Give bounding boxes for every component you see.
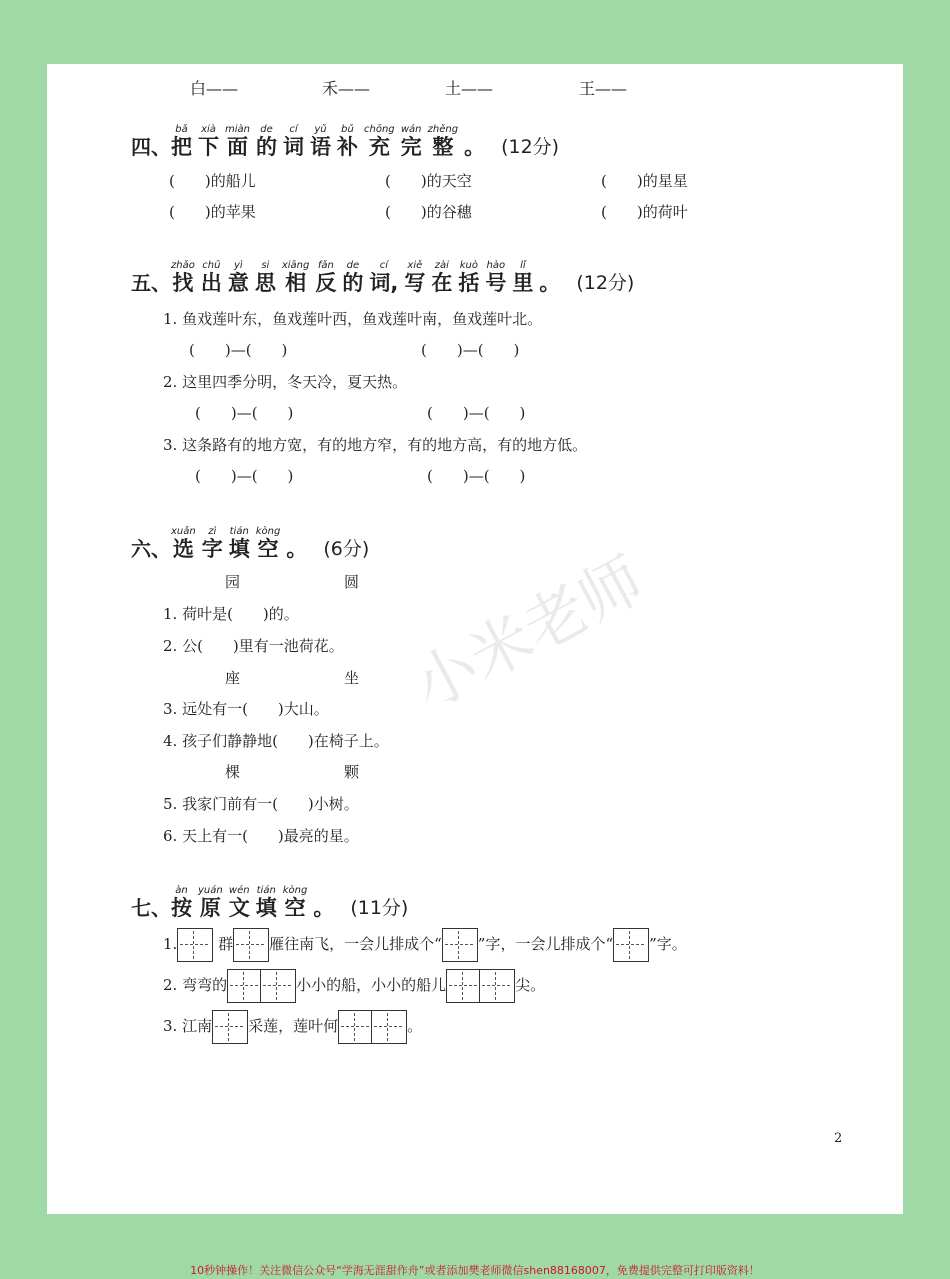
s7-l3-text-c: 。 [407, 1017, 423, 1035]
hanzi: 整 [432, 135, 454, 159]
s7-l2-text-a: 2. 弯弯的 [163, 976, 228, 994]
section4-number: 四、 [131, 135, 171, 159]
tianzige-box[interactable] [177, 928, 213, 962]
hanzi: 下 [198, 135, 219, 159]
section7-ruby-char [229, 885, 250, 919]
hanzi: 填 [255, 896, 277, 920]
pinyin: zì [208, 526, 217, 537]
section5-title [171, 260, 566, 294]
hanzi: 把 [171, 135, 192, 159]
top-char-1: 白—— [190, 79, 239, 98]
s5-q2-pair-b: ( )—( ) [427, 404, 526, 422]
pinyin: àn [175, 885, 188, 896]
hanzi: 文 [228, 896, 250, 920]
section4-ruby-char [364, 124, 395, 158]
pinyin: yì [233, 260, 243, 271]
s7-line-3 [163, 1010, 422, 1044]
section5-ruby-char [282, 260, 310, 294]
pinyin: bǎ [175, 124, 188, 135]
section7-ruby-char [283, 885, 308, 919]
section4-ruby-char [256, 124, 277, 158]
pinyin: yǔ [314, 124, 327, 135]
pinyin: wén [228, 885, 250, 896]
hanzi: 充 [368, 135, 390, 159]
section5-ruby-char [315, 260, 336, 294]
section7-title [171, 885, 340, 919]
section7-heading [131, 885, 408, 919]
s7-l1-text-c: ”字，一会儿排成个“ [477, 935, 614, 953]
hanzi: 相 [285, 271, 307, 295]
hanzi: 括 [458, 271, 480, 295]
s4-item-2: ( )的天空 [385, 172, 472, 190]
section4-ruby-char [198, 124, 219, 158]
s6-q2: 2. 公( )里有一池荷花。 [163, 637, 344, 655]
section4-ruby-char [171, 124, 192, 158]
s5-q1-pair-b: ( )—( ) [421, 341, 520, 359]
s4-item-5: ( )的谷穗 [385, 203, 472, 221]
pinyin: zài [434, 260, 449, 271]
hanzi: 在 [431, 271, 453, 295]
hanzi: 字 [201, 537, 223, 561]
hanzi: 补 [337, 135, 358, 159]
s6-q1: 1. 荷叶是( )的。 [163, 605, 299, 623]
footer-notice: 10秒钟操作！关注微信公众号“学海无涯甜作舟”或者添加樊老师微信shen88168007，免费提供完整可打印版资料！ [190, 1264, 760, 1277]
hanzi: 词 [283, 135, 304, 159]
s5-q1: 1. 鱼戏莲叶东，鱼戏莲叶西，鱼戏莲叶南，鱼戏莲叶北。 [163, 310, 543, 328]
s6-q4: 4. 孩子们静静地( )在椅子上。 [163, 732, 389, 750]
pinyin: zhǎo [171, 260, 195, 271]
s5-q3: 3. 这条路有的地方宽，有的地方窄，有的地方高，有的地方低。 [163, 436, 588, 454]
section7-ruby-char [198, 885, 223, 919]
section5-heading [131, 260, 634, 294]
pinyin: lǐ [520, 260, 526, 271]
section5-ruby-char [171, 260, 195, 294]
s7-l3-text-b: 采莲，莲叶何 [248, 1017, 339, 1035]
hanzi: 。 [313, 896, 335, 920]
pinyin: kuò [459, 260, 478, 271]
hanzi: 的 [256, 135, 277, 159]
pinyin: cí [289, 124, 298, 135]
section7-ruby-char [313, 885, 334, 919]
s7-l1-num: 1. [163, 935, 178, 953]
hanzi: 。 [539, 271, 561, 295]
tianzige-box[interactable] [442, 928, 478, 962]
pinyin: hào [486, 260, 506, 271]
pinyin: tián [256, 885, 276, 896]
s7-l1-text-d: ”字。 [649, 935, 687, 953]
s6-opt3-a: 棵 [225, 763, 241, 781]
pinyin: xiě [407, 260, 423, 271]
section4-ruby-char [464, 124, 485, 158]
section6-heading [131, 526, 369, 560]
section4-ruby-char [337, 124, 358, 158]
hanzi: 。 [286, 537, 308, 561]
section4-ruby-char [428, 124, 458, 158]
section6-ruby-char [256, 526, 281, 560]
pinyin: de [260, 124, 273, 135]
s7-line-2 [163, 969, 545, 1003]
section6-score: (6分) [323, 538, 370, 560]
s7-l2-text-c: 尖。 [515, 976, 546, 994]
pinyin: kòng [255, 526, 281, 537]
s6-opt2-b: 坐 [344, 669, 360, 687]
s5-q2: 2. 这里四季分明，冬天冷，夏天热。 [163, 373, 408, 391]
section6-title [171, 526, 313, 560]
s5-q1-pair-a: ( )—( ) [189, 341, 288, 359]
section5-ruby-char [201, 260, 222, 294]
s6-opt1-a: 园 [225, 573, 241, 591]
page-number: 2 [834, 1131, 843, 1146]
section5-ruby-char [485, 260, 506, 294]
section7-score: (11分) [350, 897, 409, 919]
hanzi: 填 [228, 537, 250, 561]
section5-ruby-char [539, 260, 560, 294]
pinyin: xuǎn [171, 526, 196, 537]
hanzi: 选 [172, 537, 194, 561]
s6-opt2-a: 座 [225, 669, 241, 687]
section7-ruby-char [171, 885, 192, 919]
pinyin: kòng [282, 885, 308, 896]
hanzi: 里 [512, 271, 534, 295]
section5-ruby-char [342, 260, 363, 294]
hanzi: 空 [284, 896, 306, 920]
section5-number: 五、 [131, 271, 171, 295]
top-char-3: 土—— [445, 79, 494, 98]
worksheet-page [47, 64, 903, 1214]
hanzi: 完 [400, 135, 422, 159]
tianzige-box[interactable] [212, 1010, 248, 1044]
section4-score: (12分) [501, 136, 560, 158]
hanzi: 思 [254, 271, 276, 295]
pinyin: de [346, 260, 360, 271]
section4-ruby-char [225, 124, 250, 158]
section5-ruby-char [431, 260, 452, 294]
watermark: 小米老师 [401, 542, 655, 724]
s5-q3-pair-b: ( )—( ) [427, 467, 526, 485]
tianzige-box-2[interactable] [446, 969, 515, 1003]
top-char-2: 禾—— [322, 79, 371, 98]
section5-score: (12分) [576, 272, 635, 294]
section6-ruby-char [202, 526, 223, 560]
s4-item-3: ( )的星星 [601, 172, 688, 190]
section5-ruby-char [228, 260, 249, 294]
s6-q3: 3. 远处有一( )大山。 [163, 700, 329, 718]
hanzi: 意 [227, 271, 249, 295]
pinyin: fǎn [317, 260, 334, 271]
s7-line-1 [163, 928, 687, 962]
hanzi: 按 [171, 896, 192, 920]
hanzi: 写 [404, 271, 426, 295]
hanzi: 词, [369, 271, 399, 295]
section6-ruby-char [286, 526, 307, 560]
s6-q6: 6. 天上有一( )最亮的星。 [163, 827, 359, 845]
hanzi: 的 [342, 271, 364, 295]
tianzige-box-2[interactable] [338, 1010, 407, 1044]
pinyin: cí [379, 260, 388, 271]
s7-l1-text-a: 群 [218, 935, 234, 953]
hanzi: 找 [172, 271, 194, 295]
pinyin: zhěng [427, 124, 459, 135]
pinyin: si [261, 260, 270, 271]
s6-opt1-b: 圆 [344, 573, 360, 591]
hanzi: 反 [315, 271, 337, 295]
hanzi: 号 [485, 271, 507, 295]
s6-opt3-b: 颗 [344, 763, 360, 781]
hanzi: 原 [199, 896, 221, 920]
section6-number: 六、 [131, 537, 171, 561]
hanzi: 空 [257, 537, 279, 561]
pinyin: xiāng [281, 260, 310, 271]
pinyin: xià [201, 124, 216, 135]
s4-item-1: ( )的船儿 [169, 172, 256, 190]
section4-ruby-char [401, 124, 422, 158]
section4-ruby-char [310, 124, 331, 158]
tianzige-box[interactable] [613, 928, 649, 962]
top-char-4: 王—— [579, 79, 628, 98]
pinyin: chōng [364, 124, 395, 135]
s4-item-4: ( )的苹果 [169, 203, 256, 221]
pinyin: tián [229, 526, 249, 537]
section5-ruby-char [404, 260, 425, 294]
pinyin: bǔ [341, 124, 354, 135]
section4-heading [131, 124, 559, 158]
s7-l1-text-b: 雁往南飞，一会儿排成个“ [269, 935, 442, 953]
pinyin: miàn [225, 124, 250, 135]
section5-ruby-char [458, 260, 479, 294]
s4-item-6: ( )的荷叶 [601, 203, 688, 221]
hanzi: 面 [227, 135, 248, 159]
tianzige-box[interactable] [233, 928, 269, 962]
pinyin: chū [202, 260, 221, 271]
section7-ruby-char [256, 885, 277, 919]
section6-ruby-char [229, 526, 250, 560]
section7-number: 七、 [131, 896, 171, 920]
pinyin: yuán [198, 885, 223, 896]
section5-ruby-char [512, 260, 533, 294]
section5-ruby-char [255, 260, 276, 294]
s7-l3-text-a: 3. 江南 [163, 1017, 213, 1035]
hanzi: 。 [464, 135, 486, 159]
section5-ruby-char [369, 260, 398, 294]
hanzi: 出 [200, 271, 222, 295]
section4-ruby-char [283, 124, 304, 158]
hanzi: 语 [310, 135, 331, 159]
pinyin: wán [400, 124, 422, 135]
tianzige-box-2[interactable] [227, 969, 296, 1003]
section6-ruby-char [171, 526, 196, 560]
s6-q5: 5. 我家门前有一( )小树。 [163, 795, 359, 813]
s5-q3-pair-a: ( )—( ) [195, 467, 294, 485]
s5-q2-pair-a: ( )—( ) [195, 404, 294, 422]
s7-l2-text-b: 小小的船，小小的船儿 [296, 976, 447, 994]
section4-title [171, 124, 491, 158]
